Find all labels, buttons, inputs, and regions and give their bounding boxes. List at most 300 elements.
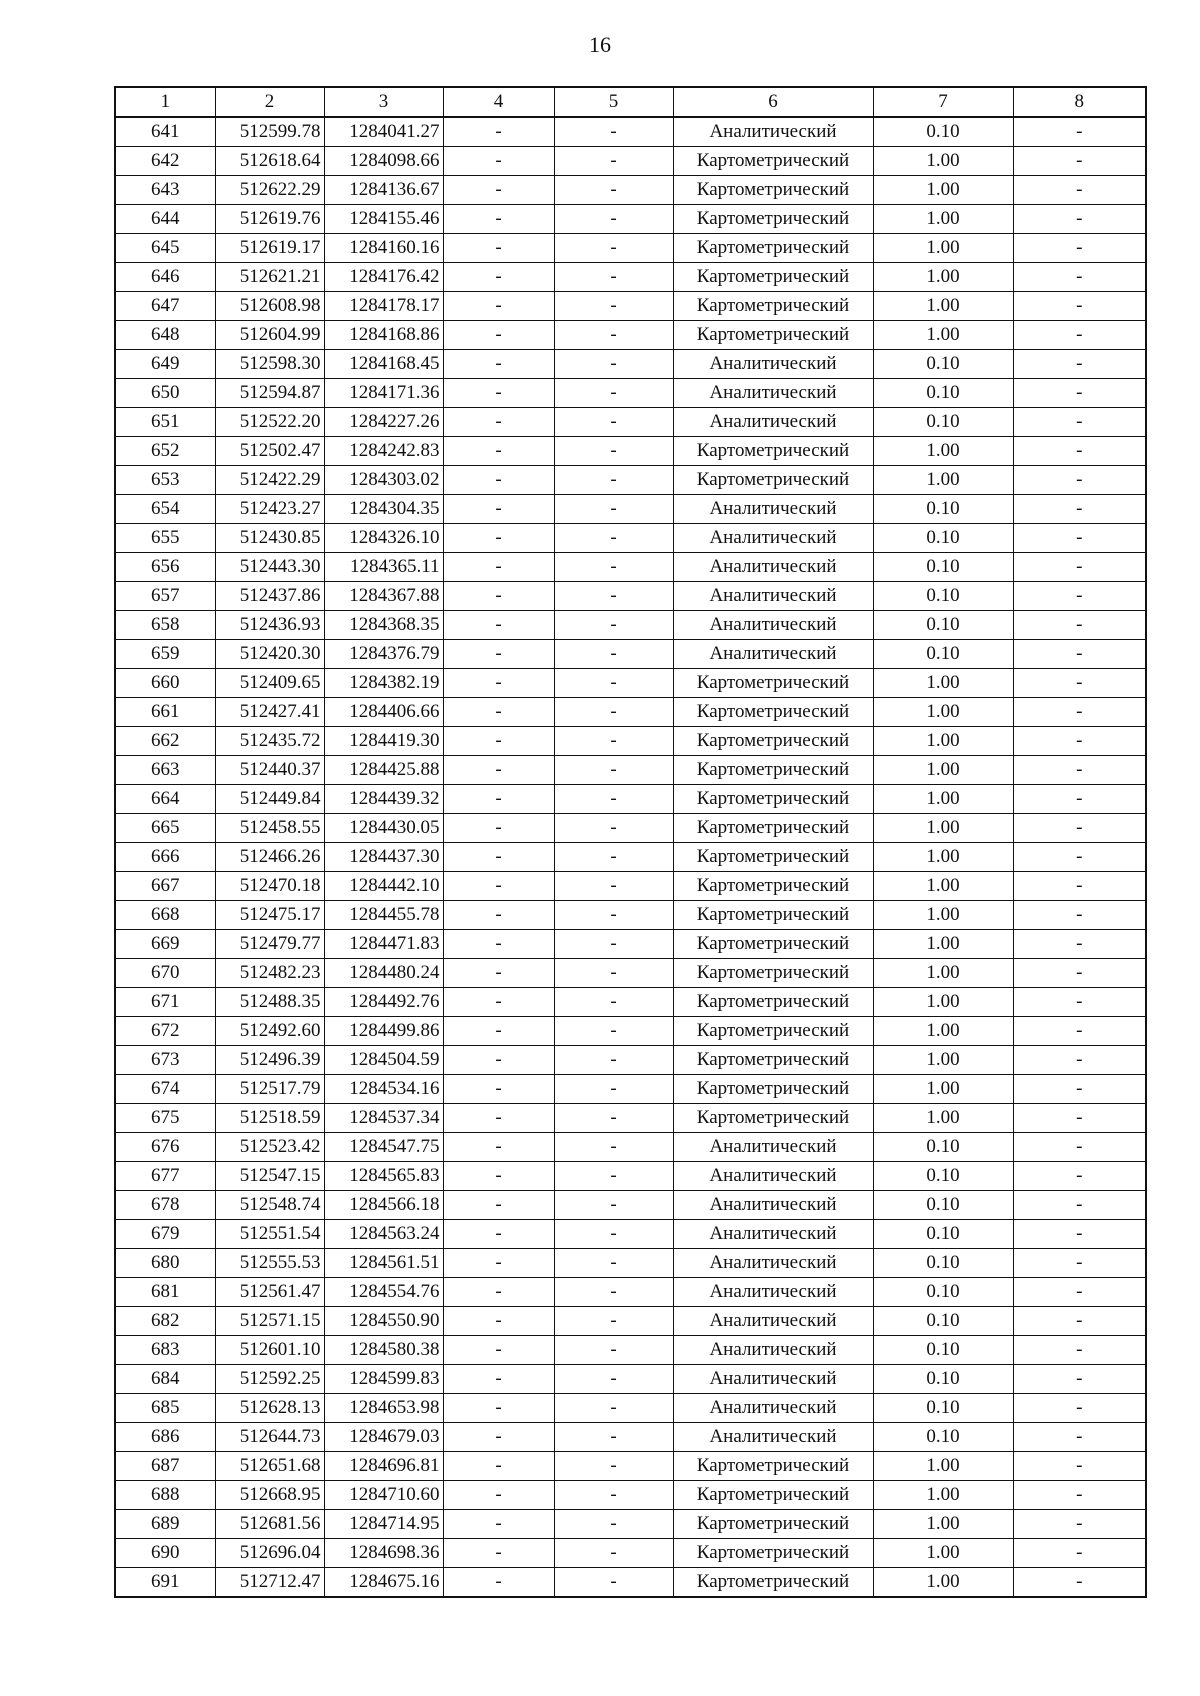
column-8-cell: - bbox=[1013, 1452, 1146, 1481]
point-number-cell: 641 bbox=[115, 117, 215, 147]
column-4-cell: - bbox=[443, 1365, 554, 1394]
column-8-cell: - bbox=[1013, 669, 1146, 698]
column-4-cell: - bbox=[443, 495, 554, 524]
column-5-cell: - bbox=[554, 1365, 673, 1394]
accuracy-cell: 0.10 bbox=[873, 582, 1013, 611]
table-row bbox=[115, 756, 1146, 785]
point-number-cell: 662 bbox=[115, 727, 215, 756]
x-coordinate-cell: 512592.25 bbox=[215, 1365, 324, 1394]
y-coordinate-cell: 1284304.35 bbox=[324, 495, 443, 524]
y-coordinate-cell: 1284471.83 bbox=[324, 930, 443, 959]
y-coordinate-cell: 1284242.83 bbox=[324, 437, 443, 466]
column-4-cell: - bbox=[443, 1220, 554, 1249]
accuracy-cell: 1.00 bbox=[873, 988, 1013, 1017]
column-5-cell: - bbox=[554, 234, 673, 263]
y-coordinate-cell: 1284425.88 bbox=[324, 756, 443, 785]
table-row bbox=[115, 1162, 1146, 1191]
column-header: 2 bbox=[215, 87, 324, 117]
table-row bbox=[115, 959, 1146, 988]
column-4-cell: - bbox=[443, 640, 554, 669]
column-8-cell: - bbox=[1013, 785, 1146, 814]
table-row bbox=[115, 669, 1146, 698]
column-8-cell: - bbox=[1013, 117, 1146, 147]
table-row bbox=[115, 1568, 1146, 1598]
x-coordinate-cell: 512594.87 bbox=[215, 379, 324, 408]
column-4-cell: - bbox=[443, 1307, 554, 1336]
method-cell: Картометрический bbox=[673, 698, 873, 727]
column-8-cell: - bbox=[1013, 1307, 1146, 1336]
method-cell: Картометрический bbox=[673, 669, 873, 698]
accuracy-cell: 1.00 bbox=[873, 1075, 1013, 1104]
point-number-cell: 656 bbox=[115, 553, 215, 582]
x-coordinate-cell: 512420.30 bbox=[215, 640, 324, 669]
y-coordinate-cell: 1284547.75 bbox=[324, 1133, 443, 1162]
accuracy-cell: 0.10 bbox=[873, 379, 1013, 408]
accuracy-cell: 1.00 bbox=[873, 727, 1013, 756]
x-coordinate-cell: 512423.27 bbox=[215, 495, 324, 524]
column-5-cell: - bbox=[554, 1481, 673, 1510]
accuracy-cell: 1.00 bbox=[873, 321, 1013, 350]
table-row bbox=[115, 1133, 1146, 1162]
column-5-cell: - bbox=[554, 727, 673, 756]
column-4-cell: - bbox=[443, 727, 554, 756]
column-5-cell: - bbox=[554, 669, 673, 698]
column-8-cell: - bbox=[1013, 263, 1146, 292]
column-4-cell: - bbox=[443, 669, 554, 698]
accuracy-cell: 0.10 bbox=[873, 408, 1013, 437]
column-5-cell: - bbox=[554, 350, 673, 379]
method-cell: Аналитический bbox=[673, 1336, 873, 1365]
column-4-cell: - bbox=[443, 263, 554, 292]
method-cell: Картометрический bbox=[673, 1046, 873, 1075]
point-number-cell: 689 bbox=[115, 1510, 215, 1539]
x-coordinate-cell: 512479.77 bbox=[215, 930, 324, 959]
x-coordinate-cell: 512599.78 bbox=[215, 117, 324, 147]
table-row bbox=[115, 1307, 1146, 1336]
method-cell: Картометрический bbox=[673, 756, 873, 785]
column-4-cell: - bbox=[443, 350, 554, 379]
column-4-cell: - bbox=[443, 1423, 554, 1452]
method-cell: Аналитический bbox=[673, 1307, 873, 1336]
table-row bbox=[115, 1278, 1146, 1307]
point-number-cell: 670 bbox=[115, 959, 215, 988]
x-coordinate-cell: 512548.74 bbox=[215, 1191, 324, 1220]
column-header: 6 bbox=[673, 87, 873, 117]
column-5-cell: - bbox=[554, 1336, 673, 1365]
x-coordinate-cell: 512551.54 bbox=[215, 1220, 324, 1249]
point-number-cell: 648 bbox=[115, 321, 215, 350]
column-8-cell: - bbox=[1013, 1278, 1146, 1307]
column-5-cell: - bbox=[554, 756, 673, 785]
table-row bbox=[115, 1539, 1146, 1568]
method-cell: Картометрический bbox=[673, 234, 873, 263]
point-number-cell: 643 bbox=[115, 176, 215, 205]
x-coordinate-cell: 512619.17 bbox=[215, 234, 324, 263]
method-cell: Картометрический bbox=[673, 814, 873, 843]
column-header: 8 bbox=[1013, 87, 1146, 117]
column-4-cell: - bbox=[443, 117, 554, 147]
x-coordinate-cell: 512518.59 bbox=[215, 1104, 324, 1133]
column-8-cell: - bbox=[1013, 292, 1146, 321]
table-row bbox=[115, 1046, 1146, 1075]
column-8-cell: - bbox=[1013, 553, 1146, 582]
x-coordinate-cell: 512436.93 bbox=[215, 611, 324, 640]
point-number-cell: 647 bbox=[115, 292, 215, 321]
point-number-cell: 661 bbox=[115, 698, 215, 727]
column-5-cell: - bbox=[554, 872, 673, 901]
point-number-cell: 684 bbox=[115, 1365, 215, 1394]
column-5-cell: - bbox=[554, 292, 673, 321]
table-row bbox=[115, 872, 1146, 901]
x-coordinate-cell: 512466.26 bbox=[215, 843, 324, 872]
column-5-cell: - bbox=[554, 1278, 673, 1307]
column-8-cell: - bbox=[1013, 205, 1146, 234]
table-row bbox=[115, 640, 1146, 669]
column-4-cell: - bbox=[443, 524, 554, 553]
point-number-cell: 663 bbox=[115, 756, 215, 785]
column-8-cell: - bbox=[1013, 437, 1146, 466]
accuracy-cell: 1.00 bbox=[873, 263, 1013, 292]
x-coordinate-cell: 512437.86 bbox=[215, 582, 324, 611]
method-cell: Картометрический bbox=[673, 1075, 873, 1104]
method-cell: Картометрический bbox=[673, 1017, 873, 1046]
table-row bbox=[115, 843, 1146, 872]
column-5-cell: - bbox=[554, 437, 673, 466]
method-cell: Аналитический bbox=[673, 1249, 873, 1278]
column-5-cell: - bbox=[554, 1191, 673, 1220]
point-number-cell: 642 bbox=[115, 147, 215, 176]
y-coordinate-cell: 1284176.42 bbox=[324, 263, 443, 292]
point-number-cell: 650 bbox=[115, 379, 215, 408]
column-5-cell: - bbox=[554, 785, 673, 814]
column-4-cell: - bbox=[443, 1278, 554, 1307]
x-coordinate-cell: 512619.76 bbox=[215, 205, 324, 234]
column-4-cell: - bbox=[443, 1075, 554, 1104]
point-number-cell: 668 bbox=[115, 901, 215, 930]
table-row bbox=[115, 727, 1146, 756]
method-cell: Аналитический bbox=[673, 408, 873, 437]
point-number-cell: 678 bbox=[115, 1191, 215, 1220]
point-number-cell: 667 bbox=[115, 872, 215, 901]
y-coordinate-cell: 1284653.98 bbox=[324, 1394, 443, 1423]
column-4-cell: - bbox=[443, 1104, 554, 1133]
table-row bbox=[115, 263, 1146, 292]
table-row bbox=[115, 379, 1146, 408]
point-number-cell: 690 bbox=[115, 1539, 215, 1568]
y-coordinate-cell: 1284376.79 bbox=[324, 640, 443, 669]
column-5-cell: - bbox=[554, 1162, 673, 1191]
column-4-cell: - bbox=[443, 901, 554, 930]
point-number-cell: 646 bbox=[115, 263, 215, 292]
method-cell: Картометрический bbox=[673, 147, 873, 176]
x-coordinate-cell: 512651.68 bbox=[215, 1452, 324, 1481]
y-coordinate-cell: 1284599.83 bbox=[324, 1365, 443, 1394]
point-number-cell: 654 bbox=[115, 495, 215, 524]
column-5-cell: - bbox=[554, 205, 673, 234]
accuracy-cell: 1.00 bbox=[873, 901, 1013, 930]
table-row bbox=[115, 930, 1146, 959]
accuracy-cell: 1.00 bbox=[873, 1452, 1013, 1481]
x-coordinate-cell: 512449.84 bbox=[215, 785, 324, 814]
column-8-cell: - bbox=[1013, 1249, 1146, 1278]
accuracy-cell: 1.00 bbox=[873, 959, 1013, 988]
column-4-cell: - bbox=[443, 814, 554, 843]
column-4-cell: - bbox=[443, 176, 554, 205]
column-5-cell: - bbox=[554, 379, 673, 408]
method-cell: Картометрический bbox=[673, 988, 873, 1017]
point-number-cell: 665 bbox=[115, 814, 215, 843]
accuracy-cell: 0.10 bbox=[873, 1162, 1013, 1191]
x-coordinate-cell: 512435.72 bbox=[215, 727, 324, 756]
y-coordinate-cell: 1284382.19 bbox=[324, 669, 443, 698]
y-coordinate-cell: 1284041.27 bbox=[324, 117, 443, 147]
column-8-cell: - bbox=[1013, 640, 1146, 669]
x-coordinate-cell: 512517.79 bbox=[215, 1075, 324, 1104]
accuracy-cell: 1.00 bbox=[873, 1017, 1013, 1046]
column-8-cell: - bbox=[1013, 814, 1146, 843]
table-row bbox=[115, 205, 1146, 234]
table-row bbox=[115, 1104, 1146, 1133]
y-coordinate-cell: 1284168.86 bbox=[324, 321, 443, 350]
column-8-cell: - bbox=[1013, 1365, 1146, 1394]
y-coordinate-cell: 1284430.05 bbox=[324, 814, 443, 843]
y-coordinate-cell: 1284565.83 bbox=[324, 1162, 443, 1191]
y-coordinate-cell: 1284580.38 bbox=[324, 1336, 443, 1365]
column-header: 4 bbox=[443, 87, 554, 117]
y-coordinate-cell: 1284675.16 bbox=[324, 1568, 443, 1598]
table-header bbox=[115, 87, 1146, 117]
column-8-cell: - bbox=[1013, 1336, 1146, 1365]
column-4-cell: - bbox=[443, 1046, 554, 1075]
y-coordinate-cell: 1284710.60 bbox=[324, 1481, 443, 1510]
x-coordinate-cell: 512561.47 bbox=[215, 1278, 324, 1307]
point-number-cell: 688 bbox=[115, 1481, 215, 1510]
table-row bbox=[115, 785, 1146, 814]
accuracy-cell: 0.10 bbox=[873, 117, 1013, 147]
table-row bbox=[115, 1481, 1146, 1510]
point-number-cell: 666 bbox=[115, 843, 215, 872]
x-coordinate-cell: 512571.15 bbox=[215, 1307, 324, 1336]
x-coordinate-cell: 512496.39 bbox=[215, 1046, 324, 1075]
method-cell: Картометрический bbox=[673, 1452, 873, 1481]
coordinates-table bbox=[114, 86, 1147, 1598]
column-8-cell: - bbox=[1013, 1394, 1146, 1423]
column-5-cell: - bbox=[554, 117, 673, 147]
method-cell: Картометрический bbox=[673, 872, 873, 901]
y-coordinate-cell: 1284227.26 bbox=[324, 408, 443, 437]
column-8-cell: - bbox=[1013, 698, 1146, 727]
table-row bbox=[115, 1510, 1146, 1539]
column-4-cell: - bbox=[443, 1481, 554, 1510]
method-cell: Картометрический bbox=[673, 321, 873, 350]
accuracy-cell: 0.10 bbox=[873, 1394, 1013, 1423]
column-5-cell: - bbox=[554, 843, 673, 872]
method-cell: Аналитический bbox=[673, 1278, 873, 1307]
method-cell: Аналитический bbox=[673, 1162, 873, 1191]
y-coordinate-cell: 1284326.10 bbox=[324, 524, 443, 553]
point-number-cell: 671 bbox=[115, 988, 215, 1017]
column-4-cell: - bbox=[443, 437, 554, 466]
method-cell: Аналитический bbox=[673, 1365, 873, 1394]
x-coordinate-cell: 512681.56 bbox=[215, 1510, 324, 1539]
y-coordinate-cell: 1284698.36 bbox=[324, 1539, 443, 1568]
column-4-cell: - bbox=[443, 234, 554, 263]
accuracy-cell: 1.00 bbox=[873, 176, 1013, 205]
y-coordinate-cell: 1284368.35 bbox=[324, 611, 443, 640]
y-coordinate-cell: 1284550.90 bbox=[324, 1307, 443, 1336]
point-number-cell: 677 bbox=[115, 1162, 215, 1191]
y-coordinate-cell: 1284534.16 bbox=[324, 1075, 443, 1104]
table-row bbox=[115, 611, 1146, 640]
column-4-cell: - bbox=[443, 553, 554, 582]
y-coordinate-cell: 1284155.46 bbox=[324, 205, 443, 234]
column-5-cell: - bbox=[554, 698, 673, 727]
x-coordinate-cell: 512712.47 bbox=[215, 1568, 324, 1598]
x-coordinate-cell: 512608.98 bbox=[215, 292, 324, 321]
table-row bbox=[115, 147, 1146, 176]
x-coordinate-cell: 512628.13 bbox=[215, 1394, 324, 1423]
column-header: 3 bbox=[324, 87, 443, 117]
point-number-cell: 664 bbox=[115, 785, 215, 814]
column-8-cell: - bbox=[1013, 1133, 1146, 1162]
column-4-cell: - bbox=[443, 959, 554, 988]
column-5-cell: - bbox=[554, 524, 673, 553]
point-number-cell: 644 bbox=[115, 205, 215, 234]
x-coordinate-cell: 512430.85 bbox=[215, 524, 324, 553]
column-8-cell: - bbox=[1013, 350, 1146, 379]
table-row bbox=[115, 524, 1146, 553]
accuracy-cell: 1.00 bbox=[873, 1568, 1013, 1598]
x-coordinate-cell: 512668.95 bbox=[215, 1481, 324, 1510]
column-8-cell: - bbox=[1013, 1046, 1146, 1075]
accuracy-cell: 1.00 bbox=[873, 437, 1013, 466]
y-coordinate-cell: 1284171.36 bbox=[324, 379, 443, 408]
method-cell: Аналитический bbox=[673, 1220, 873, 1249]
column-4-cell: - bbox=[443, 611, 554, 640]
x-coordinate-cell: 512622.29 bbox=[215, 176, 324, 205]
column-4-cell: - bbox=[443, 1394, 554, 1423]
x-coordinate-cell: 512644.73 bbox=[215, 1423, 324, 1452]
column-8-cell: - bbox=[1013, 379, 1146, 408]
point-number-cell: 686 bbox=[115, 1423, 215, 1452]
x-coordinate-cell: 512522.20 bbox=[215, 408, 324, 437]
column-4-cell: - bbox=[443, 988, 554, 1017]
column-5-cell: - bbox=[554, 495, 673, 524]
column-4-cell: - bbox=[443, 785, 554, 814]
accuracy-cell: 0.10 bbox=[873, 1133, 1013, 1162]
y-coordinate-cell: 1284136.67 bbox=[324, 176, 443, 205]
table-row bbox=[115, 1394, 1146, 1423]
point-number-cell: 685 bbox=[115, 1394, 215, 1423]
method-cell: Картометрический bbox=[673, 959, 873, 988]
point-number-cell: 669 bbox=[115, 930, 215, 959]
page-number: 16 bbox=[589, 32, 611, 57]
y-coordinate-cell: 1284365.11 bbox=[324, 553, 443, 582]
column-8-cell: - bbox=[1013, 1017, 1146, 1046]
x-coordinate-cell: 512443.30 bbox=[215, 553, 324, 582]
method-cell: Картометрический bbox=[673, 930, 873, 959]
y-coordinate-cell: 1284492.76 bbox=[324, 988, 443, 1017]
column-5-cell: - bbox=[554, 1046, 673, 1075]
method-cell: Картометрический bbox=[673, 1510, 873, 1539]
accuracy-cell: 0.10 bbox=[873, 1249, 1013, 1278]
accuracy-cell: 0.10 bbox=[873, 1423, 1013, 1452]
column-5-cell: - bbox=[554, 640, 673, 669]
point-number-cell: 681 bbox=[115, 1278, 215, 1307]
accuracy-cell: 1.00 bbox=[873, 785, 1013, 814]
accuracy-cell: 0.10 bbox=[873, 524, 1013, 553]
column-4-cell: - bbox=[443, 756, 554, 785]
table-row bbox=[115, 176, 1146, 205]
table-row bbox=[115, 1452, 1146, 1481]
accuracy-cell: 1.00 bbox=[873, 669, 1013, 698]
column-8-cell: - bbox=[1013, 176, 1146, 205]
column-8-cell: - bbox=[1013, 495, 1146, 524]
point-number-cell: 653 bbox=[115, 466, 215, 495]
column-8-cell: - bbox=[1013, 524, 1146, 553]
table-row bbox=[115, 117, 1146, 147]
accuracy-cell: 0.10 bbox=[873, 640, 1013, 669]
x-coordinate-cell: 512440.37 bbox=[215, 756, 324, 785]
y-coordinate-cell: 1284504.59 bbox=[324, 1046, 443, 1075]
method-cell: Аналитический bbox=[673, 495, 873, 524]
table-row bbox=[115, 1017, 1146, 1046]
point-number-cell: 687 bbox=[115, 1452, 215, 1481]
column-5-cell: - bbox=[554, 1568, 673, 1598]
y-coordinate-cell: 1284419.30 bbox=[324, 727, 443, 756]
y-coordinate-cell: 1284554.76 bbox=[324, 1278, 443, 1307]
column-5-cell: - bbox=[554, 408, 673, 437]
table-row bbox=[115, 814, 1146, 843]
y-coordinate-cell: 1284168.45 bbox=[324, 350, 443, 379]
column-4-cell: - bbox=[443, 843, 554, 872]
point-number-cell: 649 bbox=[115, 350, 215, 379]
method-cell: Аналитический bbox=[673, 117, 873, 147]
x-coordinate-cell: 512458.55 bbox=[215, 814, 324, 843]
x-coordinate-cell: 512502.47 bbox=[215, 437, 324, 466]
method-cell: Аналитический bbox=[673, 640, 873, 669]
method-cell: Картометрический bbox=[673, 205, 873, 234]
y-coordinate-cell: 1284303.02 bbox=[324, 466, 443, 495]
point-number-cell: 679 bbox=[115, 1220, 215, 1249]
column-4-cell: - bbox=[443, 1017, 554, 1046]
table-row bbox=[115, 582, 1146, 611]
point-number-cell: 659 bbox=[115, 640, 215, 669]
y-coordinate-cell: 1284480.24 bbox=[324, 959, 443, 988]
column-8-cell: - bbox=[1013, 959, 1146, 988]
x-coordinate-cell: 512621.21 bbox=[215, 263, 324, 292]
method-cell: Аналитический bbox=[673, 553, 873, 582]
x-coordinate-cell: 512475.17 bbox=[215, 901, 324, 930]
column-4-cell: - bbox=[443, 1510, 554, 1539]
y-coordinate-cell: 1284714.95 bbox=[324, 1510, 443, 1539]
column-5-cell: - bbox=[554, 1133, 673, 1162]
column-5-cell: - bbox=[554, 611, 673, 640]
table-row bbox=[115, 234, 1146, 263]
x-coordinate-cell: 512696.04 bbox=[215, 1539, 324, 1568]
method-cell: Аналитический bbox=[673, 1423, 873, 1452]
accuracy-cell: 0.10 bbox=[873, 495, 1013, 524]
column-4-cell: - bbox=[443, 1191, 554, 1220]
y-coordinate-cell: 1284178.17 bbox=[324, 292, 443, 321]
column-5-cell: - bbox=[554, 1017, 673, 1046]
method-cell: Аналитический bbox=[673, 379, 873, 408]
column-header: 5 bbox=[554, 87, 673, 117]
column-5-cell: - bbox=[554, 1539, 673, 1568]
table-row bbox=[115, 1365, 1146, 1394]
column-header: 7 bbox=[873, 87, 1013, 117]
method-cell: Картометрический bbox=[673, 466, 873, 495]
